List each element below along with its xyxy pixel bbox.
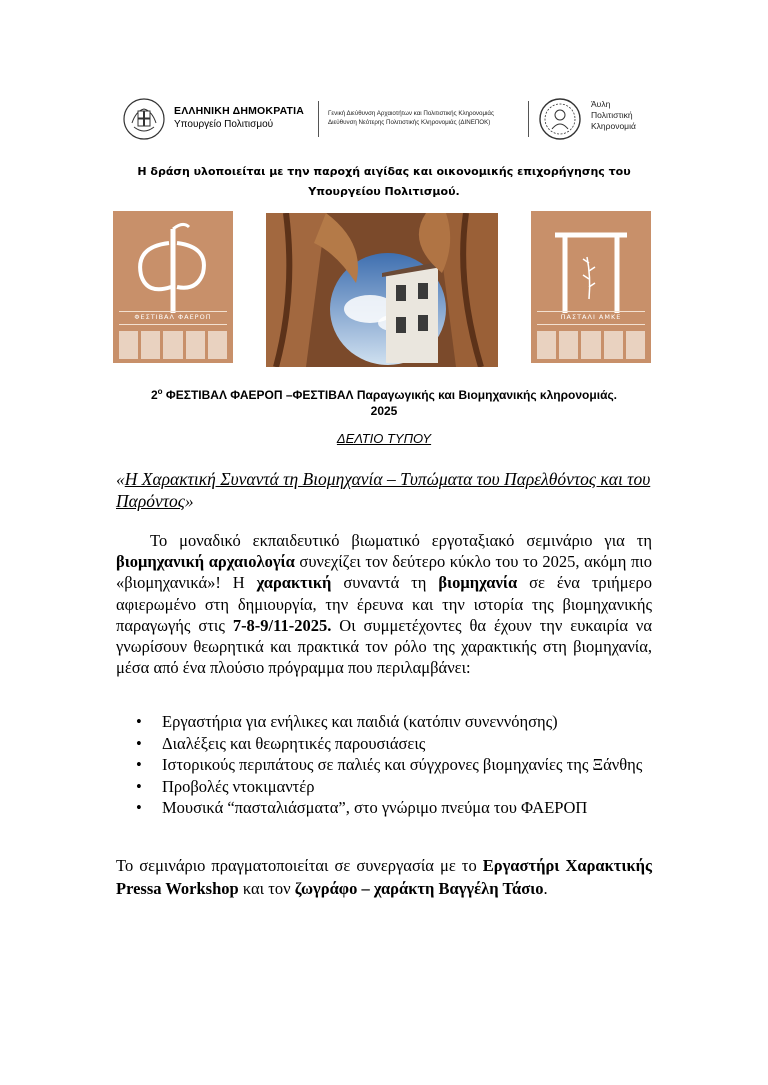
para2-text: και τον (238, 878, 295, 898)
support-statement: Η δράση υλοποιείται με την παροχή αιγίδας και οικονομικής επιχορήγησης του Υπουργείου Πολιτισμού. (137, 165, 631, 198)
directorate-text (328, 109, 494, 127)
para1-bold: χαρακτική (256, 573, 332, 593)
heritage-text (591, 99, 636, 132)
logo-pattern-strip (537, 331, 645, 359)
festival-banner (113, 211, 651, 367)
para1-text: Το μοναδικό εκπαιδευτικό βιωματικό εργοταξιακό σεμινάριο για τη (150, 531, 652, 550)
directorate-line2: Διεύθυνση Νεότερης Πολιτιστικής Κληρονομιάς (ΔΙΝΕΠΟΚ) (328, 119, 491, 126)
quote-open: « (116, 469, 125, 489)
header-divider (318, 101, 319, 137)
logo-rule (537, 311, 645, 312)
header-divider (528, 101, 529, 137)
festival-year: 2025 (370, 404, 398, 418)
list-item-text: Εργαστήρια για ενήλικες και παιδιά (κατόπιν συνεννόησης) (162, 712, 558, 731)
para1-text: σε ένα τριήμερο αφιερωμένο στη δημιουργία, την έρευνα και την ιστορία της βιομηχανικής παραγωγής στις (116, 573, 652, 635)
list-item-text: Διαλέξεις και θεωρητικές παρουσιάσεις (162, 733, 426, 753)
heritage-line2: Πολιτιστική (591, 110, 633, 120)
artist-name: ζωγράφο – χαράκτη Βαγγέλη Τάσιο (294, 878, 544, 898)
phi-letter-logo-icon (113, 217, 233, 317)
list-item (116, 754, 654, 776)
para1-text: Οι συμμετέχοντες θα έχουν την ευκαιρία να γνωρίσουν θεωρητικά και πρακτικά τον ρόλο της χαρακτικής στη βιομηχανία, μέσα από ένα πλούσιο πρόγραμμα που περιλαμβάνει: (116, 615, 652, 678)
bullet-icon: • (136, 755, 142, 774)
heritage-line1: Άυλη (591, 99, 611, 109)
press-release-label: ΔΕΛΤΙΟ ΤΥΠΟΥ (336, 431, 432, 446)
para1-dates: 7-8-9/11-2025. (232, 615, 332, 635)
list-item-text: Μουσικά “πασταλιάσματα”, στο γνώριμο πνεύμα του ΦΑΕΡΟΠ (162, 798, 588, 817)
festival-ordinal-mark: ο (157, 387, 163, 396)
logo-rule (119, 311, 227, 312)
gov-line2: Υπουργείο Πολιτισμού (174, 119, 274, 130)
directorate-line1: Γενική Διεύθυνση Αρχαιοτήτων και Πολιτιστικής Κληρονομιάς (328, 110, 494, 117)
bullet-icon: • (136, 798, 142, 817)
festival-ordinal: 2 (150, 388, 158, 402)
right-logo-caption: ΠΑΣΤΑΛΙ ΑΜΚΕ (560, 313, 622, 321)
press-release-heading (110, 431, 658, 446)
logo-pattern-strip (119, 331, 227, 359)
workshop-name: Εργαστήρι Χαρακτικής Pressa Workshop (116, 856, 652, 898)
bullet-icon: • (136, 733, 142, 753)
intangible-heritage-logo-icon (538, 97, 582, 141)
para2-text: Το σεμινάριο πραγματοποιείται σε συνεργασία με το (116, 856, 483, 875)
list-item-text: Ιστορικούς περιπάτους σε παλιές και σύγχρονες βιομηχανίες της Ξάνθης (162, 755, 643, 774)
para1-bold: βιομηχανική αρχαιολογία (116, 552, 295, 572)
festival-title (110, 384, 658, 419)
pastali-amke-logo (531, 211, 651, 363)
list-item (116, 776, 654, 798)
ministry-name (174, 105, 304, 130)
intro-paragraph (116, 530, 652, 678)
para1-bold: βιομηχανία (438, 573, 518, 593)
bullet-icon: • (136, 712, 142, 731)
header-logos (118, 95, 658, 145)
list-item (116, 797, 654, 819)
festival-title-rest: ΦΕΣΤΙΒΑΛ ΦΑΕΡΟΠ –ΦΕΣΤΙΒΑΛ Παραγωγικής και Βιομηχανικής κληρονομιάς. (162, 388, 618, 402)
logo-rule (119, 324, 227, 325)
para2-text: . (543, 878, 548, 898)
logo-rule (537, 324, 645, 325)
heritage-line3: Κληρονομιά (591, 121, 636, 131)
gov-line1: ΕΛΛΗΝΙΚΗ ΔΗΜΟΚΡΑΤΙΑ (174, 105, 305, 117)
greek-coat-of-arms-icon (122, 97, 166, 141)
tobacco-leaves-photo (266, 213, 498, 367)
list-item (116, 733, 654, 755)
left-logo-caption: ΦΕΣΤΙΒΑΛ ΦΑΕΡΟΠ (134, 313, 212, 321)
list-item-text: Προβολές ντοκιμαντέρ (162, 776, 315, 796)
quote-close: » (184, 491, 194, 511)
pi-letter-logo-icon (531, 217, 651, 317)
seminar-title (116, 468, 656, 512)
program-list (116, 711, 654, 819)
para1-text: συνεχίζει τον δεύτερο κύκλο του το 2025, ακόμη πιο «βιομηχανικά»! Η (116, 552, 652, 593)
faerop-festival-logo (113, 211, 233, 363)
para1-text: συναντά τη (331, 573, 439, 593)
collaboration-paragraph (116, 855, 652, 900)
list-item (116, 711, 654, 733)
quote-text: Η Χαρακτική Συναντά τη Βιομηχανία – Τυπώματα του Παρελθόντος και του Παρόντος (116, 469, 651, 511)
bullet-icon: • (136, 776, 142, 796)
